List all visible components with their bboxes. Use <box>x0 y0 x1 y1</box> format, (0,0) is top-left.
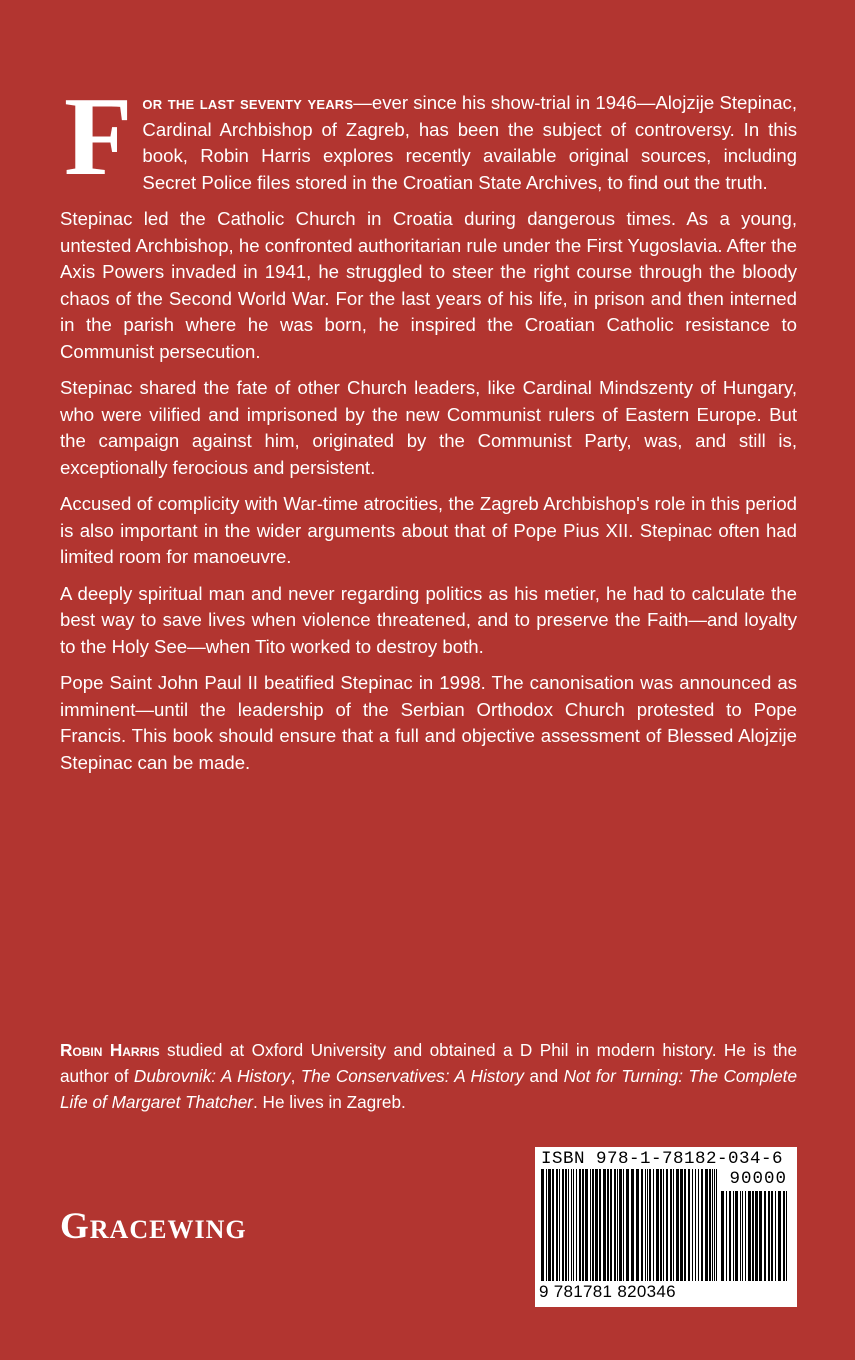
barcode-bar <box>698 1169 699 1281</box>
barcode-bar <box>742 1191 743 1281</box>
barcode-bar <box>592 1169 594 1281</box>
barcode-block <box>535 1147 797 1307</box>
author-bio-part: . He lives in Zagreb. <box>252 1092 406 1112</box>
barcode-bar <box>573 1169 574 1281</box>
author-bio-text <box>60 1037 797 1115</box>
barcode-bar <box>726 1191 727 1281</box>
barcode-bar <box>623 1169 624 1281</box>
book-title: Not for Turning: The Complete Life of Margaret Thatcher <box>60 1066 798 1112</box>
barcode-bar <box>701 1169 703 1281</box>
barcode-bar <box>552 1169 554 1281</box>
barcode-bar <box>599 1169 601 1281</box>
barcode-bar <box>786 1191 787 1281</box>
barcode-bar <box>663 1169 664 1281</box>
barcode-bar <box>768 1191 770 1281</box>
barcode-bar <box>556 1169 558 1281</box>
lead-in-caps: or the last seventy years <box>142 92 354 113</box>
barcode-bar <box>559 1169 560 1281</box>
barcode-bar <box>714 1169 715 1281</box>
barcode-bar <box>610 1169 612 1281</box>
barcode-bar <box>764 1191 766 1281</box>
author-bio-separator: and <box>524 1066 564 1086</box>
barcode-bar <box>653 1169 654 1281</box>
barcode-bar <box>684 1169 686 1281</box>
blurb-paragraph-6: Pope Saint John Paul II beatified Stepinac in 1998. The canonisation was announced as imminent—until the leadership of the Serbian Orthodox Church protested to Pope Francis. This book should ensure that a full and objective assessment of Blessed Alojzije Stepinac can be made. <box>60 672 797 773</box>
barcode-bar <box>666 1169 668 1281</box>
barcode-bar <box>705 1169 708 1281</box>
barcode-bar <box>595 1169 598 1281</box>
barcode-bar <box>582 1169 584 1281</box>
barcode-bar <box>752 1191 754 1281</box>
barcode-bar <box>716 1169 717 1281</box>
ean-digits: 9 781781 820346 <box>539 1282 676 1301</box>
barcode-bar <box>748 1191 751 1281</box>
barcode-bar <box>729 1191 731 1281</box>
barcode-bar <box>709 1169 711 1281</box>
barcode-bar <box>645 1169 646 1281</box>
blurb-paragraph-3: Stepinac shared the fate of other Church leaders, like Cardinal Mindszenty of Hungary, who were vilified and imprisoned by the new Communist rulers of Eastern Europe. But the campaign against him, originated by the Communist Party, was, and still is, exceptionally ferocious and persistent. <box>60 377 797 478</box>
barcode-bar <box>721 1191 724 1281</box>
barcode-bar <box>740 1191 741 1281</box>
barcode-bar <box>631 1169 634 1281</box>
barcode-bar <box>565 1169 567 1281</box>
barcode-bar <box>647 1169 648 1281</box>
publisher-logo: Gracewing <box>60 1206 247 1247</box>
barcode-bar <box>614 1169 616 1281</box>
author-bio-separator: , <box>290 1066 301 1086</box>
barcode-bar <box>759 1191 762 1281</box>
barcode-bar <box>562 1169 564 1281</box>
barcode-bar <box>783 1191 785 1281</box>
author-name: Robin Harris <box>60 1040 160 1060</box>
book-title: The Conservatives: A History <box>300 1066 525 1086</box>
barcode-bar <box>576 1169 577 1281</box>
barcode-bar <box>745 1191 746 1281</box>
barcode-bar <box>568 1169 569 1281</box>
paragraph-1-text: —ever since his show-trial in 1946—Alojzije Stepinac, Cardinal Archbishop of Zagreb, has been the subject of controversy. In this book, Robin Harris explores recently available original sources, including Secret Police files stored in the Croatian State Archives, to find out the truth. <box>142 92 798 193</box>
barcode-bar <box>692 1169 693 1281</box>
barcode-bar <box>636 1169 639 1281</box>
barcode-bar <box>778 1191 781 1281</box>
drop-cap: F <box>64 75 133 199</box>
blurb-paragraph-2: Stepinac led the Catholic Church in Croatia during dangerous times. As a young, untested Archbishop, he confronted authoritarian rule under the First Yugoslavia. After the Axis Powers invaded in 1941, he struggled to steer the right course through the bloody chaos of the Second World War. For the last years of his life, in prison and then interned in the parish where he was born, he inspired the Croatian Catholic resistance to Communist persecution. <box>60 208 797 362</box>
barcode-bar <box>619 1169 622 1281</box>
barcode-bar <box>590 1169 591 1281</box>
barcode-bar <box>656 1169 659 1281</box>
barcode-bar <box>579 1169 581 1281</box>
barcode-bar <box>733 1191 734 1281</box>
barcode-bar <box>735 1191 738 1281</box>
blurb-paragraph-5: A deeply spiritual man and never regarding politics as his metier, he had to calculate the best way to save lives when violence threatened, and to preserve the Faith—and loyalty to the Holy See—when Tito worked to destroy both. <box>60 582 797 657</box>
barcode-bar <box>660 1169 662 1281</box>
author-bio-part: studied at Oxford University and obtained a D Phil in modern history. He is the author of <box>60 1040 798 1086</box>
barcode-bar <box>670 1169 672 1281</box>
barcode-bar <box>603 1169 606 1281</box>
barcode-bar <box>695 1169 696 1281</box>
barcode-bar <box>617 1169 618 1281</box>
ean-barcode-icon <box>541 1169 719 1281</box>
barcode-bar <box>626 1169 629 1281</box>
barcode-bar <box>775 1191 776 1281</box>
isbn-text: ISBN 978-1-78182-034-6 <box>541 1149 784 1169</box>
barcode-bar <box>688 1169 690 1281</box>
barcode-bar <box>541 1169 544 1281</box>
barcode-bar <box>676 1169 679 1281</box>
barcode-bar <box>585 1169 588 1281</box>
barcode-bar <box>771 1191 773 1281</box>
barcode-bar <box>673 1169 674 1281</box>
barcode-bar <box>641 1169 643 1281</box>
barcode-bar <box>548 1169 551 1281</box>
barcode-bar <box>755 1191 758 1281</box>
addon-barcode-icon <box>721 1191 789 1281</box>
blurb <box>60 75 798 786</box>
barcode-bar <box>712 1169 713 1281</box>
blurb-paragraph-1 <box>60 75 798 199</box>
barcode-bar <box>546 1169 547 1281</box>
barcode-bar <box>607 1169 609 1281</box>
book-title: Dubrovnik: A History <box>133 1066 291 1086</box>
barcode-bar <box>649 1169 651 1281</box>
author-bio <box>60 1037 797 1115</box>
blurb-paragraph-4: Accused of complicity with War-time atrocities, the Zagreb Archbishop's role in this period is also important in the wider arguments about that of Pope Pius XII. Stepinac often had limited room for manoeuvre. <box>60 493 797 567</box>
price-code: 90000 <box>729 1169 787 1189</box>
barcode-bar <box>571 1169 572 1281</box>
barcode-bar <box>680 1169 683 1281</box>
